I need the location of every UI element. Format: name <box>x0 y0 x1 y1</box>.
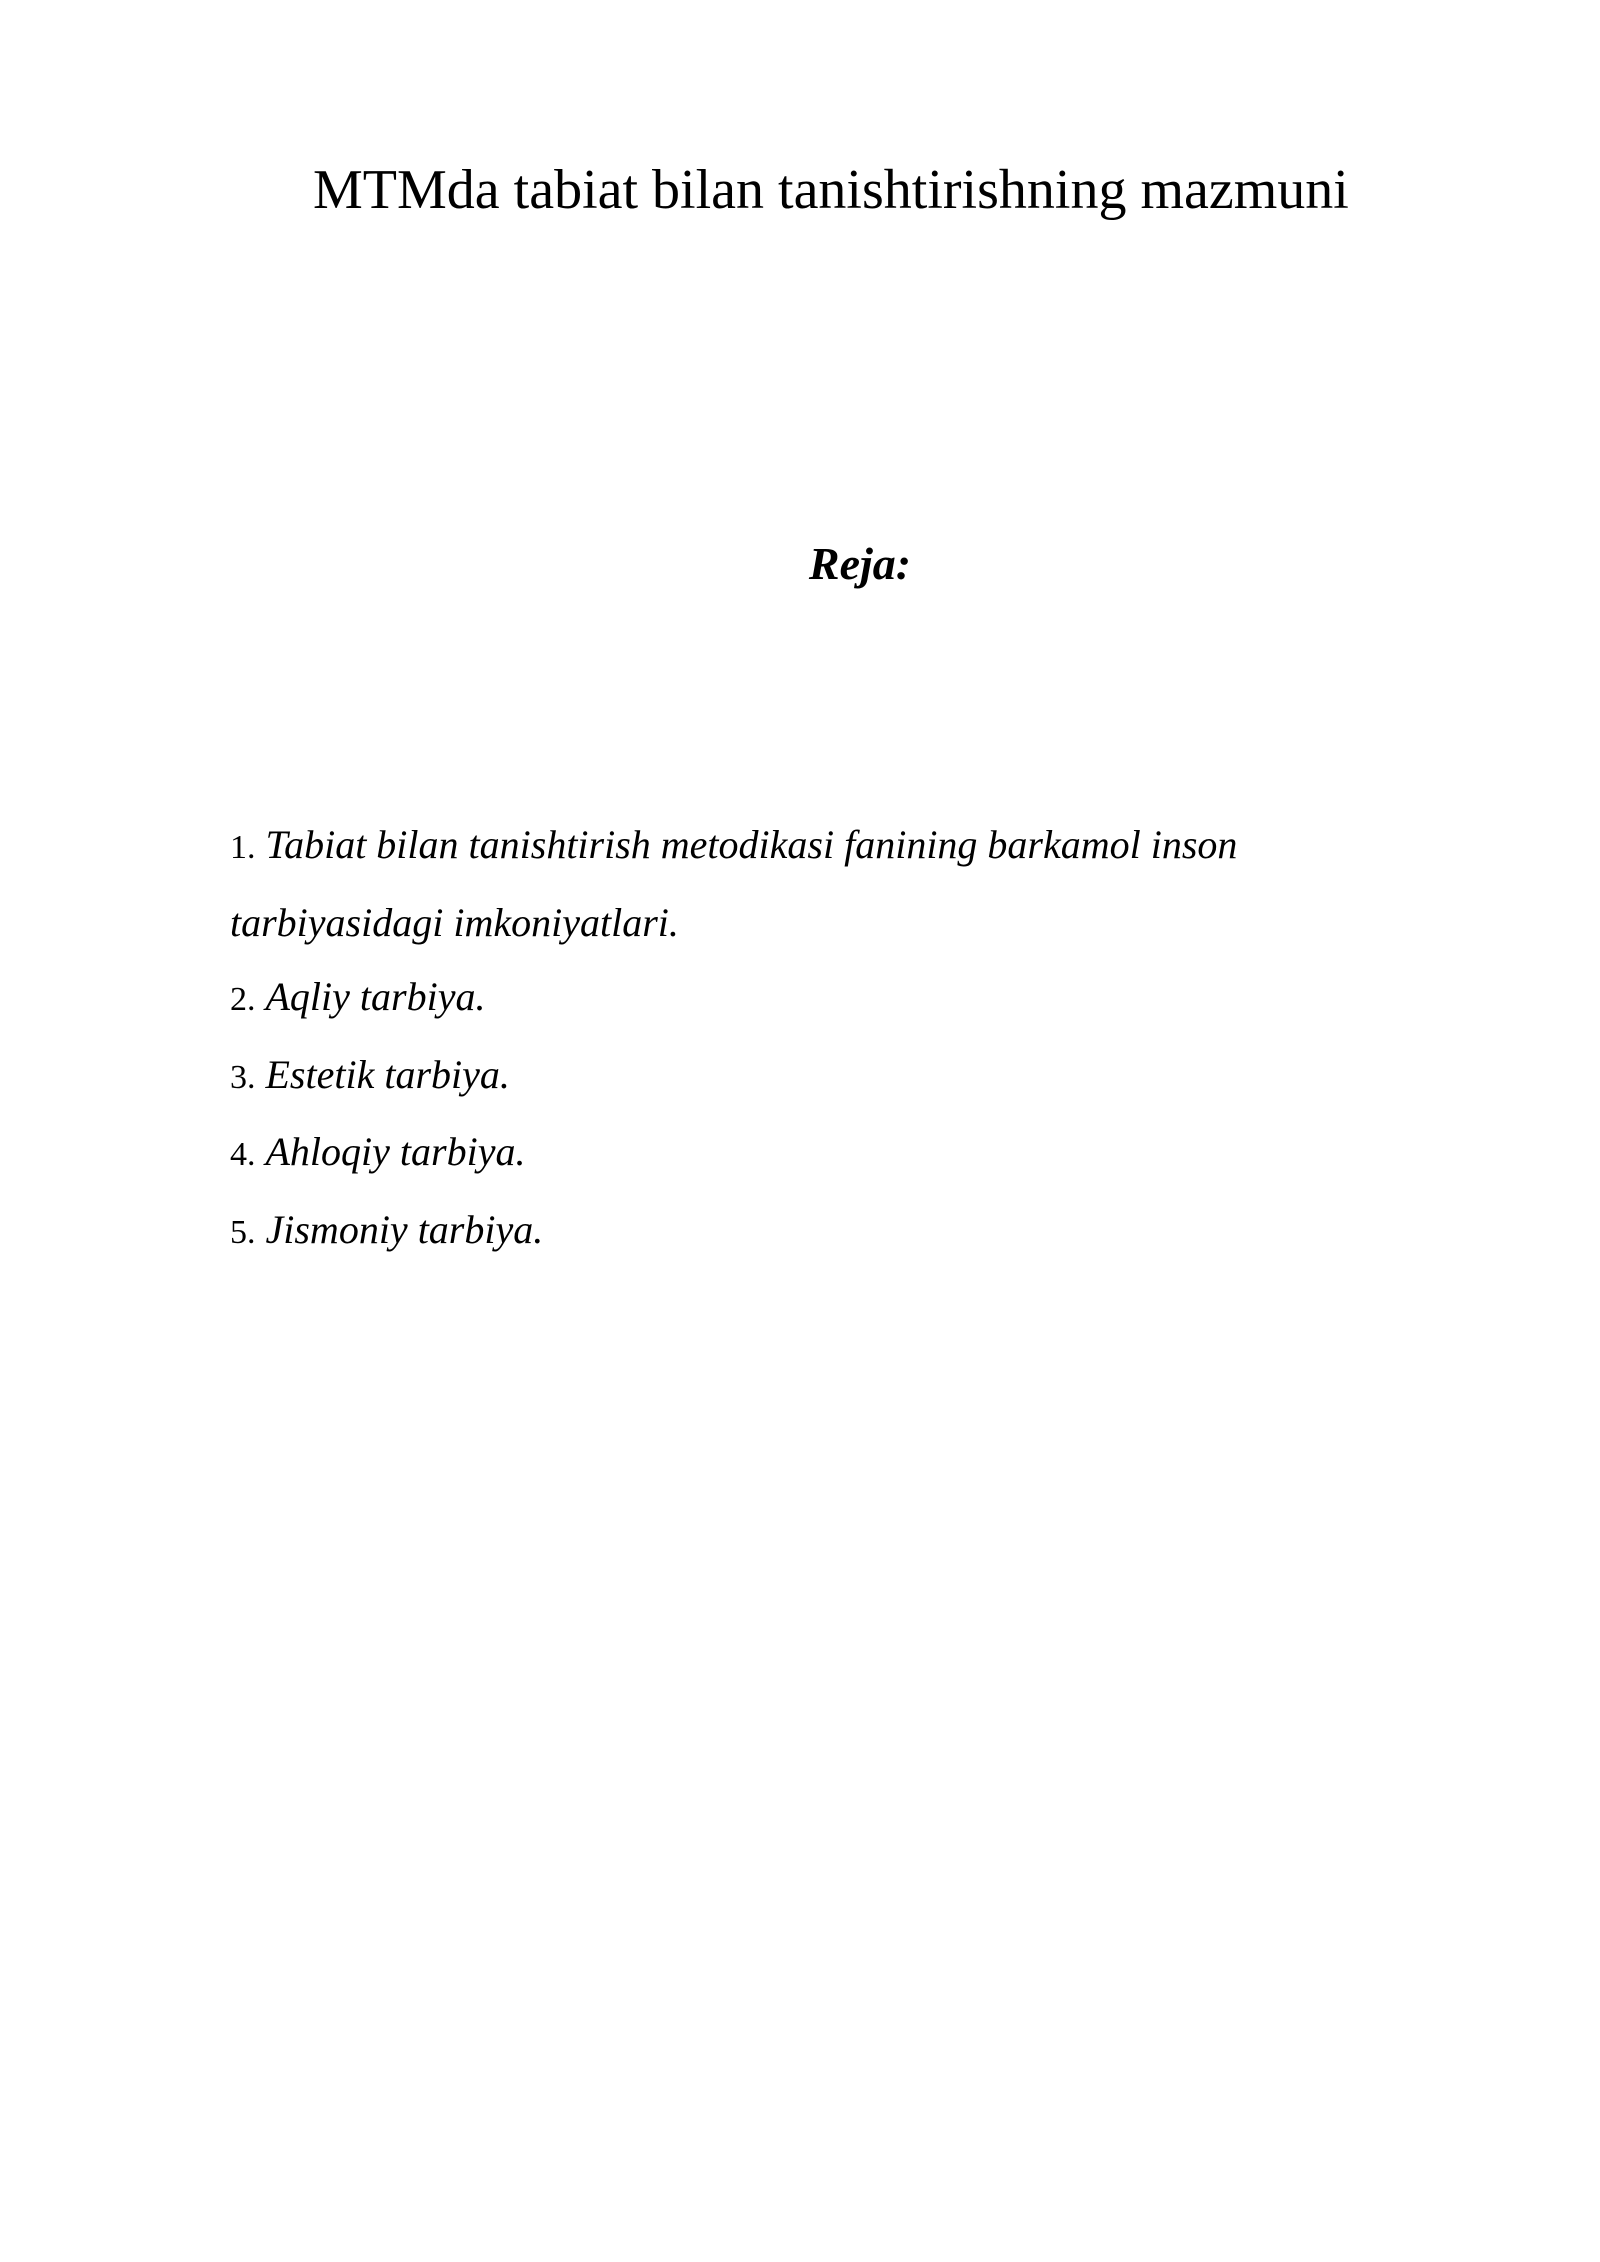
plan-item-number: 5. <box>230 1213 256 1251</box>
plan-item-text: Jismoniy tarbiya. <box>265 1206 544 1252</box>
plan-item-2 <box>230 960 1370 1038</box>
plan-item-5 <box>230 1193 1370 1271</box>
document-title: MTMda tabiat bilan tanishtirishning mazmuni <box>313 159 1349 221</box>
plan-list <box>230 808 1370 1270</box>
plan-item-1 <box>230 808 1370 960</box>
plan-item-number: 4. <box>230 1136 256 1173</box>
plan-item-4 <box>230 1115 1370 1193</box>
plan-item-text: Tabiat bilan tanishtirish metodikasi fanining barkamol inson tarbiyasidagi imkoniyatlari. <box>230 822 1238 945</box>
plan-item-number: 3. <box>230 1058 256 1096</box>
plan-item-3 <box>230 1038 1370 1116</box>
plan-item-text: Aqliy tarbiya. <box>265 974 486 1019</box>
plan-item-text: Estetik tarbiya. <box>265 1051 510 1097</box>
plan-item-number: 2. <box>230 981 256 1018</box>
plan-item-number: 1. <box>230 829 256 866</box>
plan-heading: Reja: <box>808 538 912 589</box>
plan-item-text: Ahloqiy tarbiya. <box>265 1129 526 1174</box>
